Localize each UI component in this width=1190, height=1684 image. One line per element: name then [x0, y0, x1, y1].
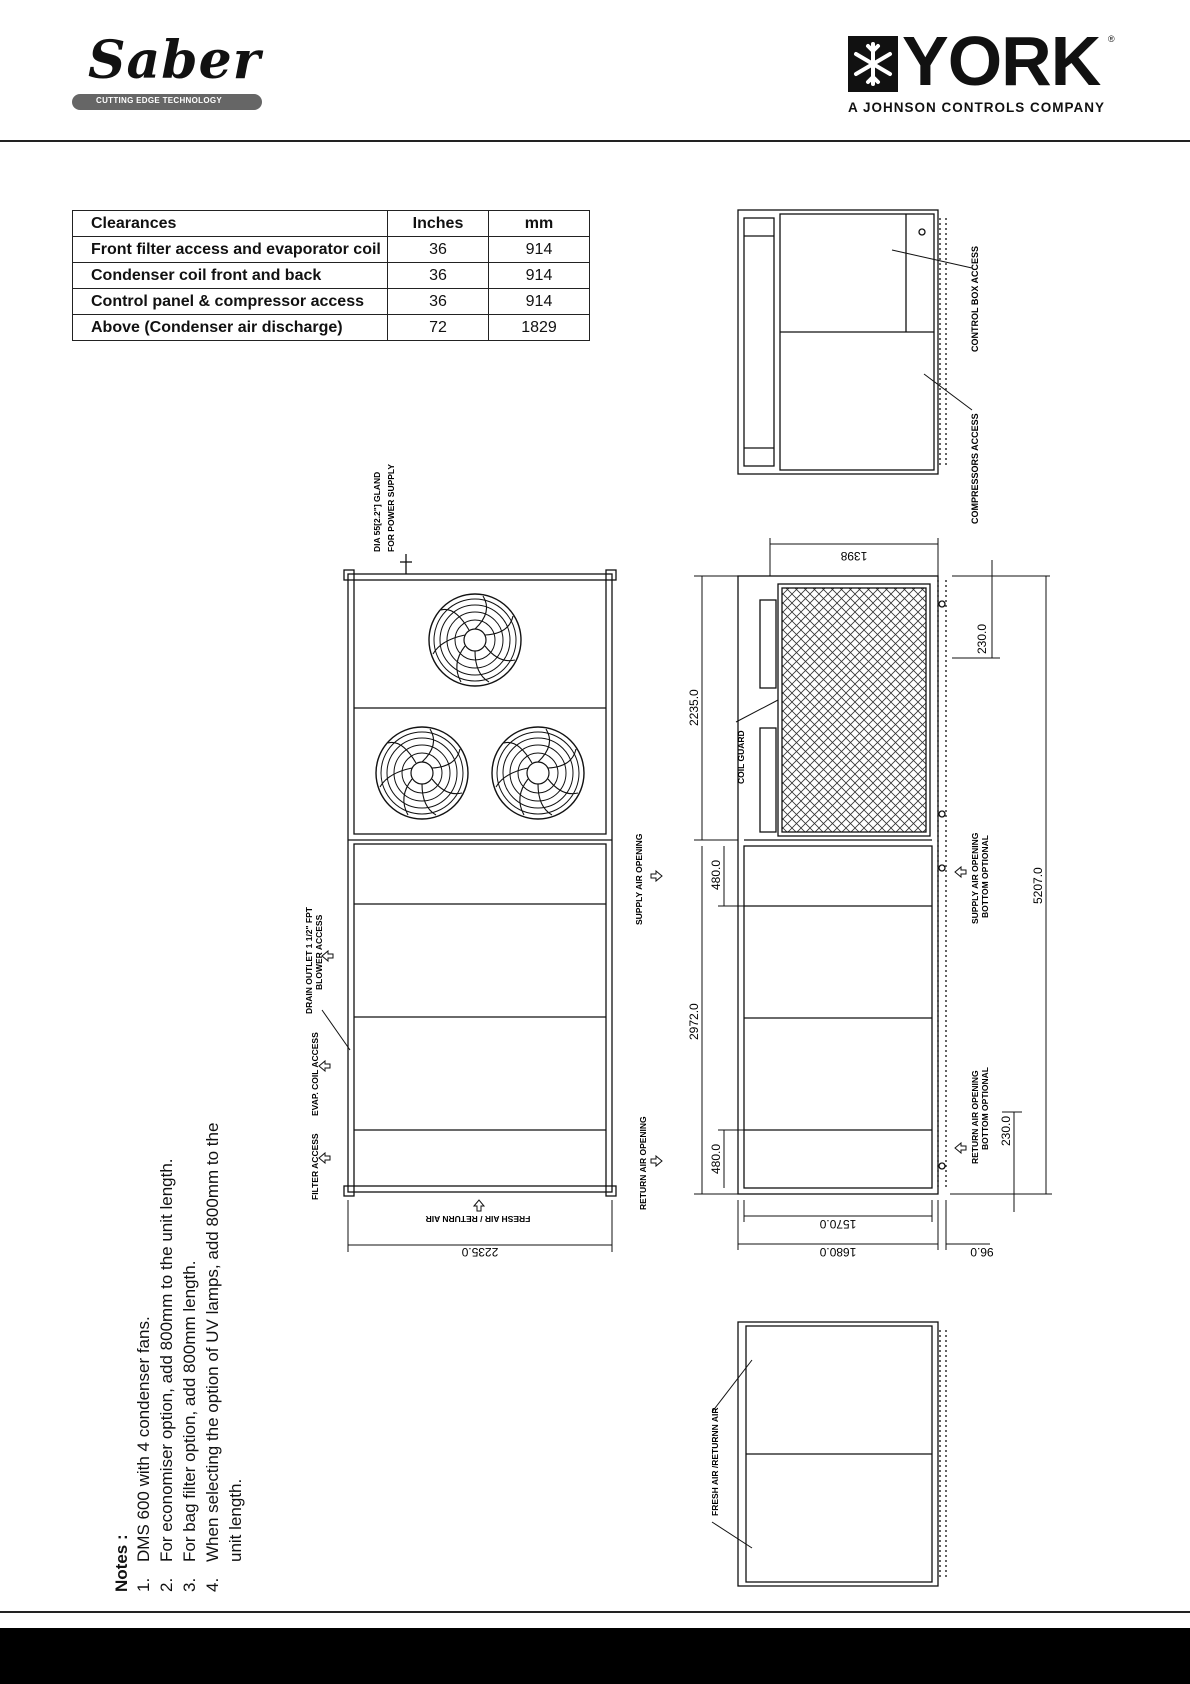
- note-text: When selecting the option of UV lamps, add 800mm to the unit length.: [203, 1122, 245, 1562]
- dim-96-value: 96.0: [970, 1245, 994, 1259]
- fresh-returnn-label: FRESH AIR /RETURNN AIR: [710, 1407, 720, 1516]
- row-label: Control panel & compressor access: [73, 289, 388, 315]
- header-mm: mm: [489, 211, 590, 237]
- note-text: For bag filter option, add 800mm length.: [180, 1260, 199, 1562]
- dim-230-top: [952, 560, 1050, 658]
- dim-2235-side-value: 2235.0: [687, 689, 701, 726]
- arrow-icon: [955, 1143, 966, 1153]
- dim-1570-value: 1570.0: [819, 1217, 857, 1231]
- arrow-icon: [319, 1153, 330, 1163]
- blower-access-label: BLOWER ACCESS: [314, 914, 324, 990]
- saber-tagline: CUTTING EDGE TECHNOLOGY: [96, 96, 223, 105]
- filter-access-label: FILTER ACCESS: [310, 1133, 320, 1200]
- condenser-fan-icon: [376, 727, 468, 819]
- york-wordmark: YORK: [902, 22, 1101, 100]
- note-number: 1.: [134, 1577, 153, 1592]
- drain-outlet-label: DRAIN OUTLET 1 1/2" FPT: [304, 907, 314, 1014]
- notes-title: Notes :: [112, 1534, 131, 1592]
- footer-divider: [0, 1611, 1190, 1613]
- fresh-return-label: FRESH AIR / RETURN AIR: [425, 1214, 531, 1224]
- dim-2972-value: 2972.0: [687, 1003, 701, 1040]
- compressors-label: COMPRESSORS ACCESS: [970, 413, 980, 524]
- side-view: [736, 576, 946, 1194]
- arrow-icon: [651, 1156, 662, 1166]
- dim-5207-value: 5207.0: [1031, 867, 1045, 904]
- coil-guard-label: COIL GUARD: [736, 730, 746, 784]
- gland-label-line1: DIA 55[2.2"] GLAND: [372, 471, 382, 552]
- row-mm: 1829: [489, 315, 590, 341]
- return-opening-label: RETURN AIR OPENING: [638, 1116, 648, 1210]
- row-label: Above (Condenser air discharge): [73, 315, 388, 341]
- dim-96: [946, 1200, 990, 1250]
- supply-bottom-label-line1: SUPPLY AIR OPENING: [970, 832, 980, 924]
- return-bottom-label-line2: BOTTOM OPTIONAL: [980, 1067, 990, 1150]
- arrow-icon: [474, 1200, 484, 1211]
- note-number: 4.: [203, 1577, 222, 1592]
- row-inches: 36: [388, 237, 489, 263]
- condenser-fan-icon: [429, 594, 521, 686]
- row-mm: 914: [489, 263, 590, 289]
- dim-2235-bottom: [348, 1200, 612, 1252]
- registered-mark: ®: [1108, 34, 1115, 44]
- dim-230-top-value: 230.0: [975, 623, 989, 654]
- leader-line: [322, 1010, 350, 1050]
- supply-bottom-label-line2: BOTTOM OPTIONAL: [980, 835, 990, 918]
- saber-wordmark: Saber: [88, 30, 262, 91]
- note-item: [155, 1112, 178, 1592]
- notes: [112, 1112, 272, 1592]
- note-number: 3.: [180, 1577, 199, 1592]
- dim-480-bottom-value: 480.0: [709, 1143, 723, 1174]
- evap-coil-label: EVAP. COIL ACCESS: [310, 1032, 320, 1116]
- return-bottom-label-line1: RETURN AIR OPENING: [970, 1070, 980, 1164]
- end-view: [712, 1322, 946, 1586]
- row-inches: 36: [388, 263, 489, 289]
- header-clearances: Clearances: [73, 211, 388, 237]
- dim-1680-value: 1680.0: [819, 1245, 857, 1259]
- note-item: [178, 1112, 201, 1592]
- arrow-icon: [651, 871, 662, 881]
- dim-1398-value: 1398: [840, 549, 868, 563]
- row-inches: 36: [388, 289, 489, 315]
- row-label: Condenser coil front and back: [73, 263, 388, 289]
- control-box-label: CONTROL BOX ACCESS: [970, 245, 980, 352]
- row-inches: 72: [388, 315, 489, 341]
- dim-230-bottom-value: 230.0: [999, 1115, 1013, 1146]
- top-view: [738, 210, 972, 474]
- note-item: [132, 1112, 155, 1592]
- dim-480-top-value: 480.0: [709, 859, 723, 890]
- note-text: DMS 600 with 4 condenser fans.: [134, 1316, 153, 1562]
- row-mm: 914: [489, 237, 590, 263]
- arrow-icon: [955, 867, 966, 877]
- note-number: 2.: [157, 1577, 176, 1592]
- footer-bar: [0, 1628, 1190, 1684]
- dim-2235-bottom-value: 2235.0: [461, 1245, 499, 1259]
- note-text: For economiser option, add 800mm to the unit length.: [157, 1158, 176, 1562]
- row-label: Front filter access and evaporator coil: [73, 237, 388, 263]
- arrow-icon: [319, 1061, 330, 1071]
- gland-label-line2: FOR POWER SUPPLY: [386, 463, 396, 552]
- supply-opening-label: SUPPLY AIR OPENING: [634, 833, 644, 925]
- row-mm: 914: [489, 289, 590, 315]
- condenser-fan-icon: [492, 727, 584, 819]
- header-inches: Inches: [388, 211, 489, 237]
- note-item: [201, 1112, 247, 1592]
- york-subtitle: A JOHNSON CONTROLS COMPANY: [848, 100, 1106, 115]
